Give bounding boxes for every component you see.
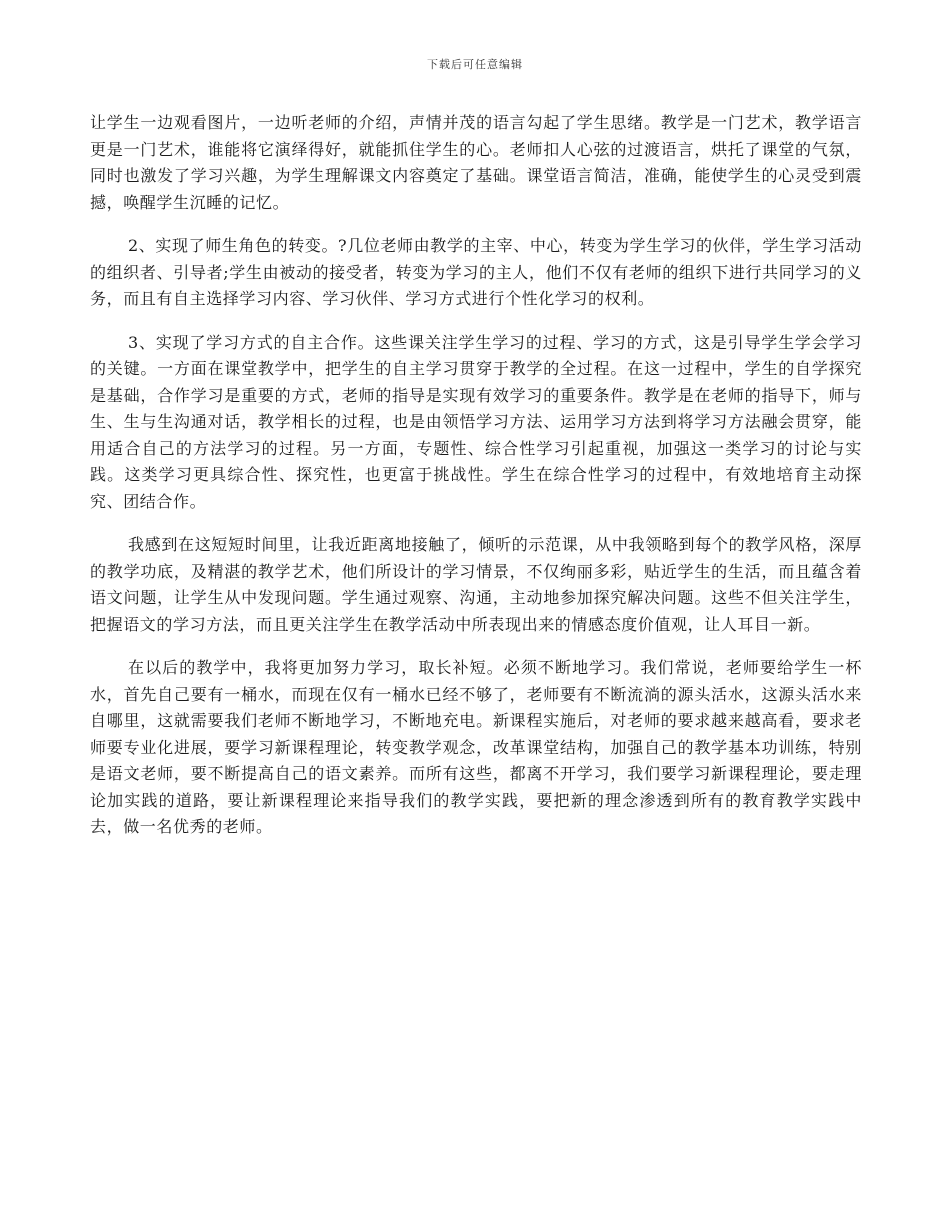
paragraph-learning-method: 3、实现了学习方式的自主合作。这些课关注学生学习的过程、学习的方式，这是引导学生学会学习的关键。一方面在课堂教学中，把学生的自主学习贯穿于教学的全过程。在这一过程中，学生的自学探究是基础，合作学习是重要的方式，老师的指导是实现有效学习的重要条件。教学是在老师的指导下，师与生、生与生沟通对话，教学相长的过程，也是由领悟学习方法、运用学习方法到将学习方法融会贯穿，能用适合自己的方法学习的过程。另一方面，专题性、综合性学习引起重视，加强这一类学习的讨论与实践。这类学习更具综合性、探究性，也更富于挑战性。学生在综合性学习的过程中，有效地培育主动探究、团结合作。 [90, 332, 862, 511]
paragraph-future-plan: 在以后的教学中，我将更加努力学习，取长补短。必须不断地学习。我们常说，老师要给学生一杯水，首先自己要有一桶水，而现在仅有一桶水已经不够了，老师要有不断流淌的源头活水，这源头活水来自哪里，这就需要我们老师不断地学习，不断地充电。新课程实施后，对老师的要求越来越高看，要求老师要专业化进展，要学习新课程理论，转变教学观念，改革课堂结构，加强自己的教学基本功训练，特别是语文老师，要不断提高自己的语文素养。而所有这些，都离不开学习，我们要学习新课程理论，要走理论加实践的道路，要让新课程理论来指导我们的教学实践，要把新的理念渗透到所有的教育教学实践中去，做一名优秀的老师。 [90, 658, 862, 836]
page-header: 下载后可任意编辑 [427, 58, 523, 71]
paragraph-reflection: 我感到在这短短时间里，让我近距离地接触了，倾听的示范课，从中我领略到每个的教学风格，深厚的教学功底，及精湛的教学艺术，他们所设计的学习情景，不仅绚丽多彩，贴近学生的生活，而且蕴含着语文问题，让学生从中发现问题。学生通过观察、沟通，主动地参加探究解决问题。这些不但关注学生，把握语文的学习方法，而且更关注学生在教学活动中所表现出来的情感态度价值观，让人耳目一新。 [90, 535, 862, 634]
paragraph-continuation: 让学生一边观看图片，一边听老师的介绍，声情并茂的语言勾起了学生思绪。教学是一门艺术，教学语言更是一门艺术，谁能将它演绎得好，就能抓住学生的心。老师扣人心弦的过渡语言，烘托了课堂的气氛，同时也激发了学习兴趣，为学生理解课文内容奠定了基础。课堂语言简洁，准确，能使学生的心灵受到震撼，唤醒学生沉睡的记忆。 [90, 113, 862, 212]
paragraph-role-change: 2、实现了师生角色的转变。?几位老师由教学的主宰、中心，转变为学生学习的伙伴，学生学习活动的组织者、引导者;学生由被动的接受者，转变为学习的主人，他们不仅有老师的组织下进行共同学习的义务，而且有自主选择学习内容、学习伙伴、学习方式进行个性化学习的权利。 [90, 236, 862, 308]
document-body [90, 110, 862, 858]
